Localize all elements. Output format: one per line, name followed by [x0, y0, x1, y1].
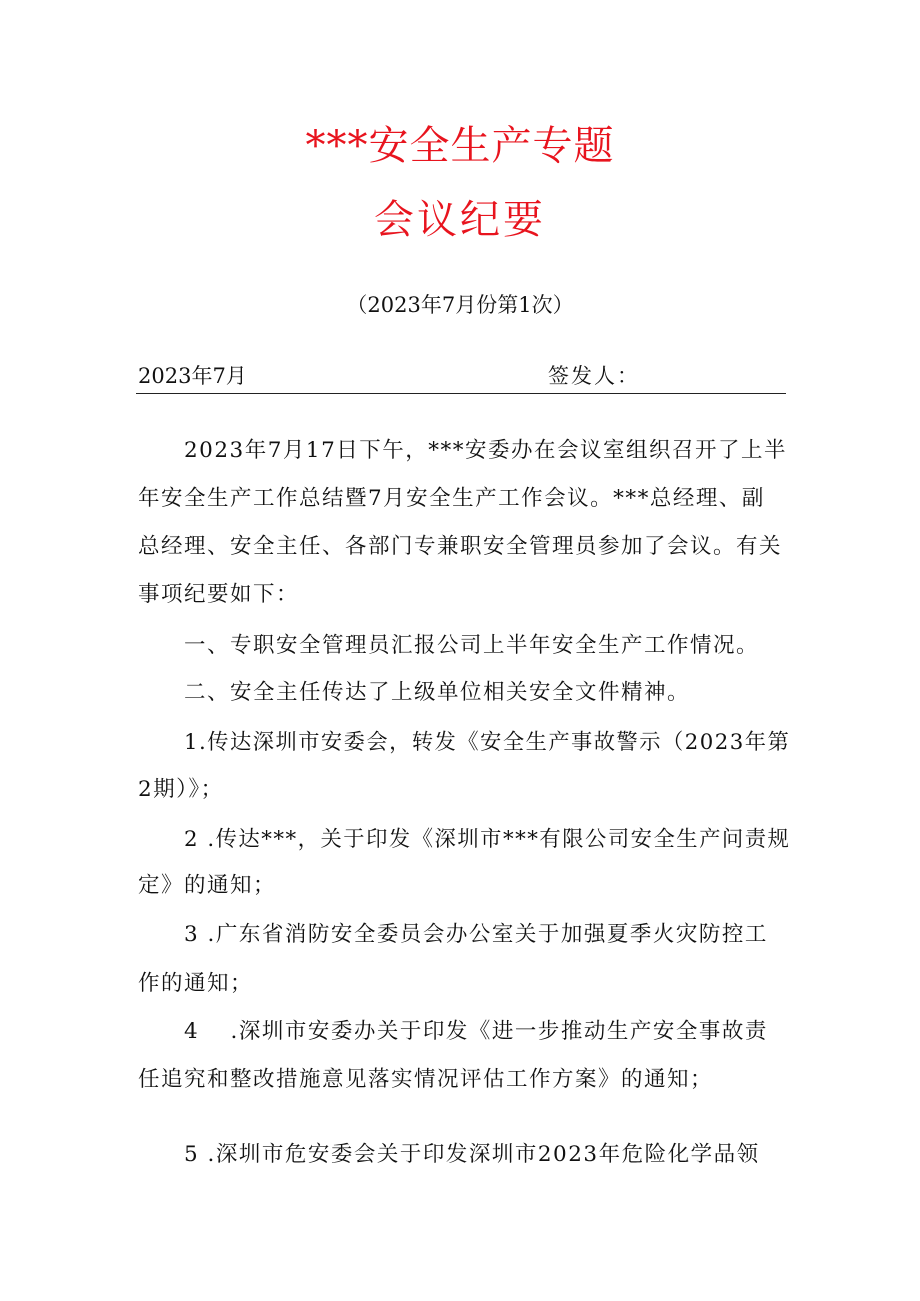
body-line: 二、安全主任传达了上级单位相关安全文件精神。	[184, 680, 691, 705]
issue-date: 2023年7月	[138, 364, 247, 388]
body-line: 4 .深圳市安委办关于印发《进一步推动生产安全事故责	[184, 1019, 768, 1044]
body-line: 年安全生产工作总结暨7月安全生产工作会议。***总经理、副	[138, 486, 765, 511]
document-title-line-2: 会议纪要	[374, 197, 546, 243]
body-line: 1.传达深圳市安委会，转发《安全生产事故警示（2023年第	[184, 730, 791, 755]
header-divider	[136, 393, 786, 394]
body-line: 2023年7月17日下午，***安委办在会议室组织召开了上半	[184, 438, 788, 463]
body-line: 定》的通知；	[138, 873, 277, 898]
body-line: 2 .传达***，关于印发《深圳市***有限公司安全生产问责规	[184, 827, 791, 852]
body-line: 2期）》；	[138, 777, 224, 802]
body-line: 3 .广东省消防安全委员会办公室关于加强夏季火灾防控工	[184, 922, 768, 947]
body-line: 作的通知；	[138, 971, 254, 996]
body-line: 一、专职安全管理员汇报公司上半年安全生产工作情况。	[184, 633, 760, 658]
body-line: 事项纪要如下：	[138, 582, 300, 607]
document-title-line-1: ***安全生产专题	[305, 123, 615, 169]
signer-label: 签发人：	[548, 364, 640, 388]
issue-number: （2023年7月份第1次）	[346, 293, 574, 317]
body-line: 5 .深圳市危安委会关于印发深圳市2023年危险化学品领	[184, 1142, 760, 1167]
body-line: 总经理、安全主任、各部门专兼职安全管理员参加了会议。有关	[138, 534, 783, 559]
body-line: 任追究和整改措施意见落实情况评估工作方案》的通知；	[138, 1067, 714, 1092]
